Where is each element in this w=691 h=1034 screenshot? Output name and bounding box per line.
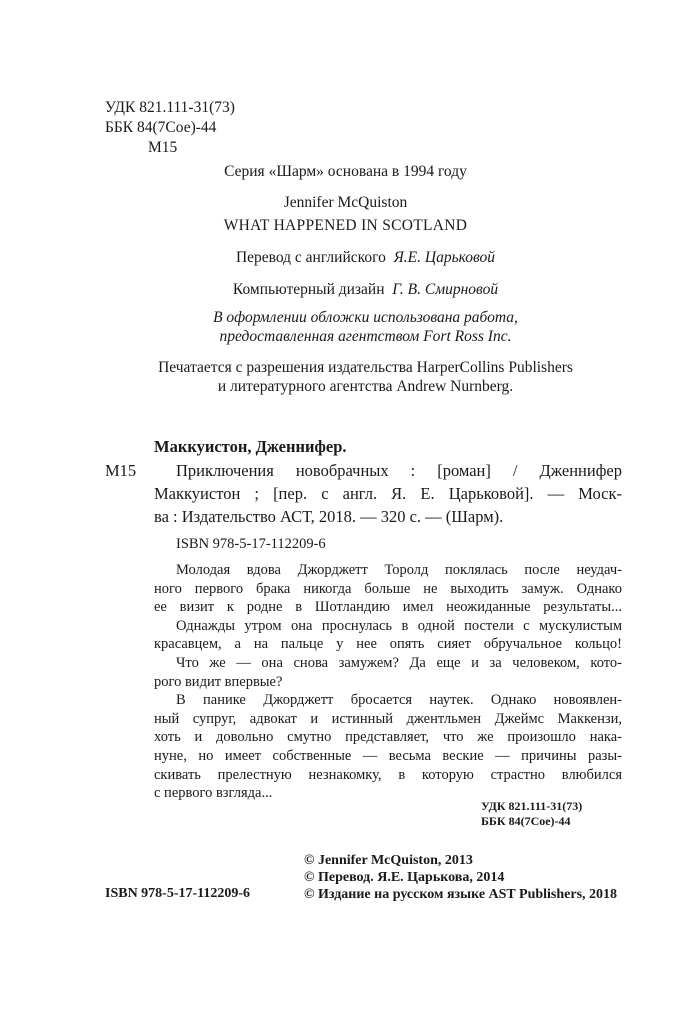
cover-note-line-1: В оформлении обложки использована работа, <box>213 309 518 326</box>
annotation-line: ее визит к родне в Шотландию имел неожиданные результаты... <box>154 599 622 616</box>
design-line <box>0 280 691 299</box>
annotation-line: ного первого брака никогда больше не выходить замуж. Однако <box>154 580 622 597</box>
catalog-line-3: ва : Издательство АСТ, 2018. — 320 с. — (Шарм). <box>154 507 504 526</box>
catalog-line-1: Приключения новобрачных : [роман] / Дженнифер <box>176 461 622 480</box>
permission-line-2: и литературного агентства Andrew Nurnberg. <box>217 378 514 395</box>
footer-bbk: ББК 84(7Сое)-44 <box>481 814 571 828</box>
annotation-line: скивать прелестную незнакомку, в которую страстно влюбился <box>154 766 622 783</box>
annotation-line: В панике Джорджетт бросается наутек. Однако новоявлен- <box>176 692 622 709</box>
catalog-line-2: Маккуистон ; [пер. с англ. Я. Е. Царьковой]. — Моск- <box>154 484 622 503</box>
annotation-line: хоть и довольно смутно представляет, что же произошло нака- <box>154 729 622 746</box>
series-line: Серия «Шарм» основана в 1994 году <box>224 163 467 180</box>
copyright-edition: © Издание на русском языке AST Publishers, 2018 <box>304 887 618 902</box>
designer-name: Г. В. Смирновой <box>392 281 499 298</box>
annotation-line: рого видит впервые? <box>154 673 283 690</box>
annotation-line: Молодая вдова Джорджетт Торолд поклялась после неудач- <box>176 562 622 578</box>
catalog-isbn: ISBN 978-5-17-112209-6 <box>176 536 326 552</box>
annotation-line: Что же — она снова замужем? Да еще и за человеком, кото- <box>176 655 622 671</box>
annotation-line: красавцем, а на пальце у нее опять сияет обручальное кольцо! <box>154 636 622 653</box>
cover-note-line-2: предоставленная агентством Fort Ross Inc. <box>219 328 512 345</box>
copyright-author: © Jennifer McQuiston, 2013 <box>304 853 473 868</box>
permission-line-1: Печатается с разрешения издательства HarperCollins Publishers <box>158 359 573 376</box>
translation-label: Перевод с английского <box>235 249 386 266</box>
author-mark: М15 <box>148 139 178 156</box>
annotation-line: нуне, но имеет собственные — весьма веские — причины разы- <box>154 748 622 764</box>
translation-line <box>0 248 691 267</box>
bbk-code: ББК 84(7Сое)-44 <box>105 119 217 136</box>
catalog-code: М15 <box>105 461 137 480</box>
author-en: Jennifer McQuiston <box>283 194 408 211</box>
footer-udk: УДК 821.111-31(73) <box>481 799 583 813</box>
isbn-bottom: ISBN 978-5-17-112209-6 <box>105 886 251 901</box>
annotation-line: ный супруг, адвокат и истинный джентльмен Джеймс Маккензи, <box>154 710 622 727</box>
annotation-line: с первого взгляда... <box>154 785 273 802</box>
translator-name: Я.Е. Царьковой <box>393 249 496 266</box>
catalog-author: Маккуистон, Дженнифер. <box>154 437 347 456</box>
copyright-translation: © Перевод. Я.Е. Царькова, 2014 <box>304 870 505 885</box>
design-label: Компьютерный дизайн <box>232 281 385 298</box>
udk-code: УДК 821.111-31(73) <box>105 99 235 116</box>
title-en: WHAT HAPPENED IN SCOTLAND <box>223 217 468 234</box>
annotation-line: Однажды утром она проснулась в одной постели с мускулистым <box>176 617 622 634</box>
